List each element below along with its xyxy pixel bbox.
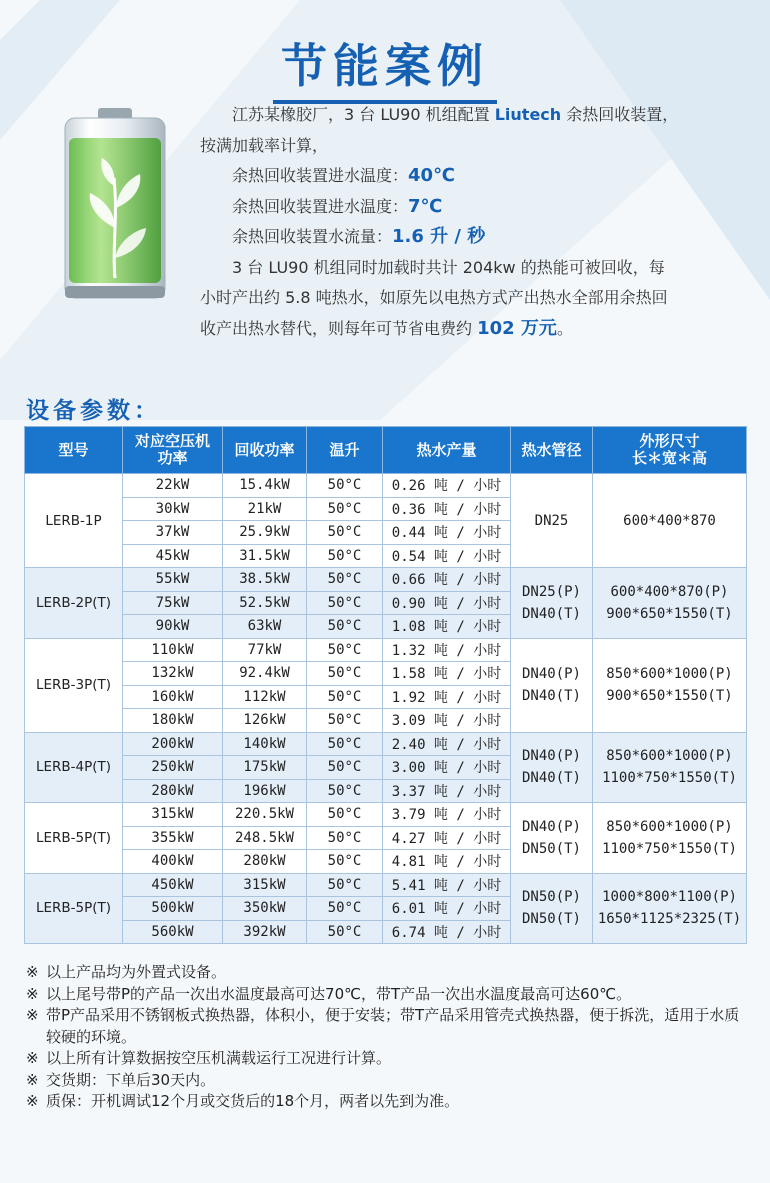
pipe-diameter-value: DN40(P) [521, 748, 581, 765]
compressor-power-cell: 450kW [123, 873, 223, 897]
intro-text: 小时产出约 5.8 吨热水，如原先以电热方式产出热水全部用余热回 [200, 288, 668, 307]
water-flow-value: 1.6 升 / 秒 [392, 226, 486, 247]
temp-rise-cell: 50°C [307, 709, 383, 733]
recovery-power-cell: 63kW [223, 615, 307, 639]
temp-rise-cell: 50°C [307, 568, 383, 592]
pipe-diameter-value: DN40(T) [521, 605, 581, 622]
compressor-power-cell: 30kW [123, 497, 223, 521]
note-mark-icon: ※ [26, 1092, 39, 1110]
pipe-diameter-value: DN40(P) [521, 818, 581, 835]
pipe-diameter-value: DN40(P) [521, 666, 581, 682]
hot-water-output-cell: 3.79 吨 / 小时 [383, 803, 511, 827]
compressor-power-cell: 250kW [123, 756, 223, 780]
dimensions-value: 900*650*1550(T) [606, 688, 733, 704]
notes-list [26, 962, 746, 1113]
dimensions-cell [593, 873, 747, 944]
note-text: 以上产品均为外置式设备。 [46, 963, 227, 981]
table-header-row [25, 427, 747, 474]
note-mark-icon: ※ [26, 984, 39, 1003]
recovery-power-cell: 21kW [223, 497, 307, 521]
note-text: 以上所有计算数据按空压机满载运行工况进行计算。 [46, 1049, 392, 1067]
temp-rise-cell: 50°C [307, 685, 383, 709]
recovery-power-cell: 92.4kW [223, 662, 307, 686]
temp-rise-cell: 50°C [307, 474, 383, 498]
dimensions-value: 850*600*1000(P) [606, 748, 733, 765]
hot-water-output-cell: 2.40 吨 / 小时 [383, 732, 511, 756]
temp-rise-cell: 50°C [307, 873, 383, 897]
intro-line [200, 283, 740, 314]
note-text: 带P产品采用不锈钢板式换热器，体积小，便于安装；带T产品采用管壳式换热器，便于拆洗，适用于水质较硬的环境。 [46, 1006, 740, 1046]
temp-rise-cell: 50°C [307, 779, 383, 803]
header-model: 型号 [25, 427, 123, 474]
recovery-power-cell: 126kW [223, 709, 307, 733]
note-text: 交货期：下单后30天内。 [46, 1070, 216, 1089]
recovery-power-cell: 350kW [223, 897, 307, 921]
table-row [25, 873, 747, 897]
temp-rise-cell: 50°C [307, 756, 383, 780]
note-mark-icon: ※ [26, 1049, 39, 1067]
hot-water-output-cell: 4.81 吨 / 小时 [383, 850, 511, 874]
intro-line [200, 100, 740, 131]
temp-rise-cell: 50°C [307, 897, 383, 921]
note-item [26, 1005, 746, 1048]
recovery-power-cell: 52.5kW [223, 591, 307, 615]
intro-line [200, 314, 740, 345]
pipe-diameter-value: DN25(P) [521, 583, 581, 600]
temp-rise-cell: 50°C [307, 662, 383, 686]
recovery-power-cell: 220.5kW [223, 803, 307, 827]
header-recovery-power: 回收功率 [223, 427, 307, 474]
dimensions-cell [593, 568, 747, 639]
compressor-power-cell: 560kW [123, 920, 223, 944]
dimensions-value: 600*400*870 [623, 512, 716, 529]
intro-text: 余热回收装置， [561, 105, 679, 124]
temp-rise-cell: 50°C [307, 826, 383, 850]
hot-water-output-cell: 0.90 吨 / 小时 [383, 591, 511, 615]
temp-rise-cell: 50°C [307, 591, 383, 615]
compressor-power-cell: 90kW [123, 615, 223, 639]
model-cell: LERB-2P(T) [25, 568, 123, 639]
intro-line [200, 131, 740, 162]
case-intro [200, 100, 740, 344]
compressor-power-cell: 45kW [123, 544, 223, 568]
inlet-temp-line [200, 161, 740, 192]
dimensions-value: 850*600*1000(P) [606, 666, 733, 682]
hot-water-output-cell: 0.36 吨 / 小时 [383, 497, 511, 521]
water-flow-label: 余热回收装置水流量： [232, 227, 393, 246]
dimensions-value: 1650*1125*2325(T) [597, 911, 742, 928]
temp-rise-cell: 50°C [307, 803, 383, 827]
intro-line [200, 253, 740, 284]
table-row [25, 638, 747, 662]
hot-water-output-cell: 1.58 吨 / 小时 [383, 662, 511, 686]
compressor-power-cell: 180kW [123, 709, 223, 733]
note-mark-icon: ※ [26, 1070, 39, 1089]
hot-water-output-cell: 1.08 吨 / 小时 [383, 615, 511, 639]
inlet-temp2-label: 余热回收装置进水温度： [232, 196, 409, 216]
pipe-diameter-value: DN50(T) [521, 840, 581, 857]
hot-water-output-cell: 5.41 吨 / 小时 [383, 873, 511, 897]
note-mark-icon: ※ [26, 1006, 39, 1024]
compressor-power-cell: 22kW [123, 474, 223, 498]
intro-text: 江苏某橡胶厂，3 台 LU90 机组配置 [232, 105, 495, 124]
header-temp-rise: 温升 [307, 427, 383, 474]
temp-rise-cell: 50°C [307, 732, 383, 756]
saving-value: 102 万元 [477, 317, 557, 339]
pipe-diameter-value: DN50(P) [521, 889, 581, 906]
intro-text: 按满加载率计算， [200, 135, 329, 155]
model-cell: LERB-5P(T) [25, 803, 123, 874]
temp-rise-cell: 50°C [307, 638, 383, 662]
dimensions-cell [593, 474, 747, 568]
inlet-temp2-value: 7℃ [408, 195, 443, 217]
hot-water-output-cell: 4.27 吨 / 小时 [383, 826, 511, 850]
inlet-temp2-line [200, 192, 740, 223]
recovery-power-cell: 248.5kW [223, 826, 307, 850]
brand-name: Liutech [494, 105, 562, 124]
header-hot-water-output: 热水产量 [383, 427, 511, 474]
compressor-power-cell: 200kW [123, 732, 223, 756]
table-row [25, 568, 747, 592]
dimensions-cell [593, 803, 747, 874]
intro-text: 3 台 LU90 机组同时加载时共计 204kw 的热能可被回收，每 [232, 257, 665, 277]
inlet-temp-value: 40℃ [408, 165, 455, 186]
compressor-power-cell: 37kW [123, 521, 223, 545]
temp-rise-cell: 50°C [307, 521, 383, 545]
pipe-diameter-cell [511, 873, 593, 944]
compressor-power-cell: 280kW [123, 779, 223, 803]
note-item [26, 984, 746, 1006]
note-text: 以上尾号带P的产品一次出水温度最高可达70℃，带T产品一次出水温度最高可达60℃。 [46, 984, 632, 1003]
temp-rise-cell: 50°C [307, 920, 383, 944]
hot-water-output-cell: 6.01 吨 / 小时 [383, 897, 511, 921]
compressor-power-cell: 160kW [123, 685, 223, 709]
dimensions-value: 1100*750*1550(T) [602, 840, 737, 857]
table-row [25, 474, 747, 498]
model-cell: LERB-4P(T) [25, 732, 123, 803]
header-line: 长＊宽＊高 [631, 449, 707, 467]
pipe-diameter-value: DN40(T) [521, 688, 581, 704]
dimensions-value: 1100*750*1550(T) [602, 770, 737, 787]
pipe-diameter-cell [511, 732, 593, 803]
recovery-power-cell: 392kW [223, 920, 307, 944]
header-line: 外形尺寸 [639, 432, 700, 450]
temp-rise-cell: 50°C [307, 850, 383, 874]
hot-water-output-cell: 0.66 吨 / 小时 [383, 568, 511, 592]
battery-plant-illustration [60, 108, 170, 303]
compressor-power-cell: 400kW [123, 850, 223, 874]
compressor-power-cell: 110kW [123, 638, 223, 662]
compressor-power-cell: 55kW [123, 568, 223, 592]
recovery-power-cell: 38.5kW [223, 568, 307, 592]
inlet-temp-label: 余热回收装置进水温度： [232, 166, 409, 185]
recovery-power-cell: 15.4kW [223, 474, 307, 498]
model-cell: LERB-3P(T) [25, 638, 123, 732]
pipe-diameter-value: DN40(T) [521, 770, 581, 787]
hot-water-output-cell: 6.74 吨 / 小时 [383, 920, 511, 944]
recovery-power-cell: 31.5kW [223, 544, 307, 568]
hot-water-output-cell: 0.44 吨 / 小时 [383, 521, 511, 545]
temp-rise-cell: 50°C [307, 544, 383, 568]
table-row [25, 803, 747, 827]
header-compressor-power [123, 427, 223, 474]
intro-text: 。 [556, 318, 573, 338]
dimensions-value: 1000*800*1100(P) [602, 889, 737, 906]
recovery-power-cell: 140kW [223, 732, 307, 756]
recovery-power-cell: 315kW [223, 873, 307, 897]
pipe-diameter-cell [511, 638, 593, 732]
compressor-power-cell: 355kW [123, 826, 223, 850]
dimensions-value: 600*400*870(P) [610, 583, 729, 600]
note-item [26, 1048, 746, 1070]
hot-water-output-cell: 1.92 吨 / 小时 [383, 685, 511, 709]
compressor-power-cell: 132kW [123, 662, 223, 686]
intro-text: 收产出热水替代，则每年可节省电费约 [200, 318, 478, 338]
recovery-power-cell: 25.9kW [223, 521, 307, 545]
recovery-power-cell: 77kW [223, 638, 307, 662]
hot-water-output-cell: 0.26 吨 / 小时 [383, 474, 511, 498]
water-flow-line [200, 222, 740, 253]
note-item [26, 962, 746, 984]
compressor-power-cell: 315kW [123, 803, 223, 827]
model-cell: LERB-1P [25, 474, 123, 568]
pipe-diameter-value: DN25 [534, 512, 569, 529]
pipe-diameter-cell [511, 474, 593, 568]
note-item [26, 1070, 746, 1092]
note-text: 质保：开机调试12个月或交货后的18个月，两者以先到为准。 [46, 1092, 460, 1110]
dimensions-cell [593, 732, 747, 803]
spec-table [24, 426, 747, 944]
page-title: 节能案例 [273, 30, 497, 104]
section-title: 设备参数： [26, 398, 161, 424]
recovery-power-cell: 196kW [223, 779, 307, 803]
compressor-power-cell: 500kW [123, 897, 223, 921]
model-cell: LERB-5P(T) [25, 873, 123, 944]
pipe-diameter-cell [511, 568, 593, 639]
pipe-diameter-value: DN50(T) [521, 911, 581, 928]
recovery-power-cell: 280kW [223, 850, 307, 874]
temp-rise-cell: 50°C [307, 615, 383, 639]
header-dimensions [593, 427, 747, 474]
spec-table-body [25, 474, 747, 944]
recovery-power-cell: 175kW [223, 756, 307, 780]
hot-water-output-cell: 3.00 吨 / 小时 [383, 756, 511, 780]
hot-water-output-cell: 1.32 吨 / 小时 [383, 638, 511, 662]
pipe-diameter-cell [511, 803, 593, 874]
recovery-power-cell: 112kW [223, 685, 307, 709]
dimensions-value: 900*650*1550(T) [606, 605, 733, 622]
hot-water-output-cell: 0.54 吨 / 小时 [383, 544, 511, 568]
table-row [25, 732, 747, 756]
hot-water-output-cell: 3.09 吨 / 小时 [383, 709, 511, 733]
dimensions-cell [593, 638, 747, 732]
header-line: 对应空压机 [134, 432, 210, 450]
note-item [26, 1091, 746, 1113]
header-pipe-diameter: 热水管径 [511, 427, 593, 474]
hot-water-output-cell: 3.37 吨 / 小时 [383, 779, 511, 803]
page-title-wrapper [0, 30, 770, 104]
header-line: 功率 [157, 449, 188, 467]
dimensions-value: 850*600*1000(P) [606, 818, 733, 835]
compressor-power-cell: 75kW [123, 591, 223, 615]
temp-rise-cell: 50°C [307, 497, 383, 521]
note-mark-icon: ※ [26, 963, 39, 981]
